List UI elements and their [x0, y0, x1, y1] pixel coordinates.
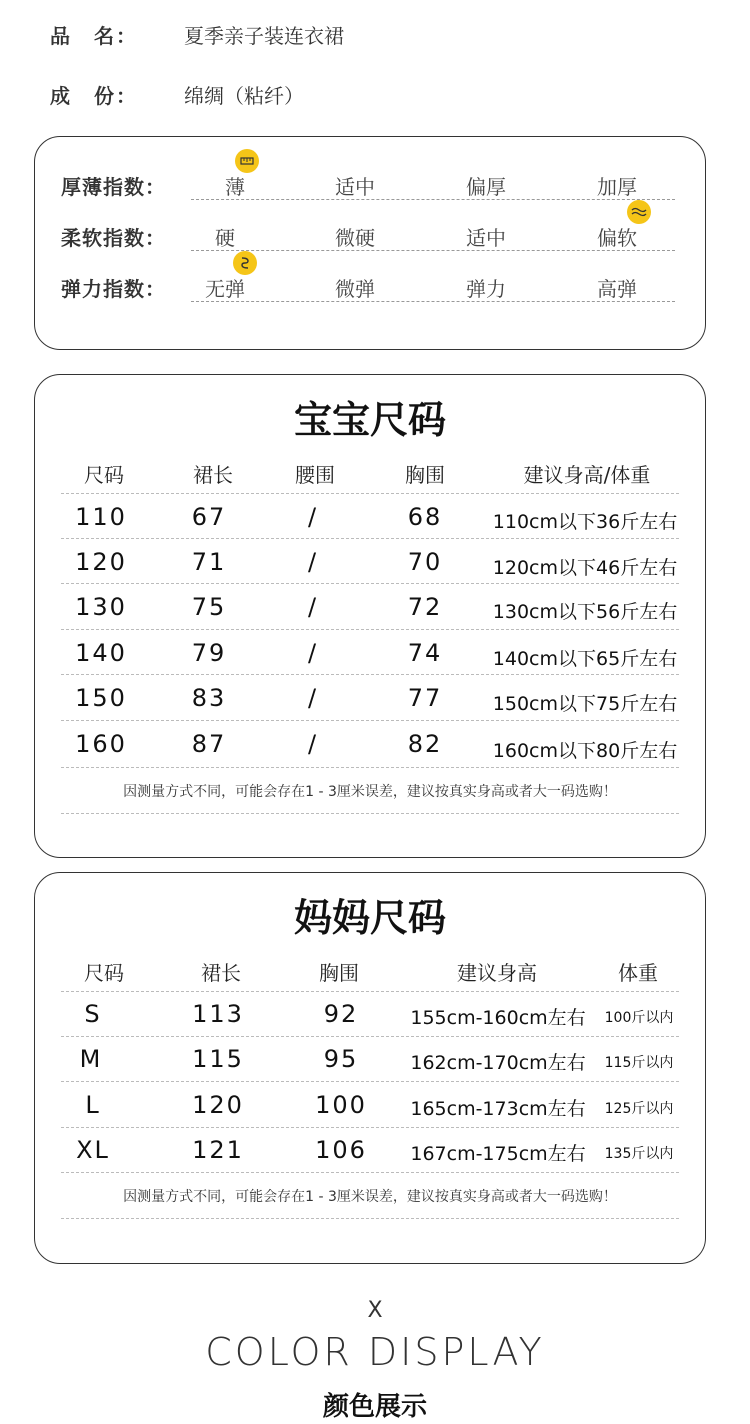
table-header: 建议身高/体重 — [523, 463, 651, 487]
elasticity-option: 弹力 — [466, 277, 506, 301]
table-cell: L — [85, 1091, 101, 1119]
divider — [61, 991, 679, 992]
softness-option: 微硬 — [335, 226, 375, 250]
table-cell: 140 — [75, 639, 127, 667]
table-header: 胸围 — [405, 463, 445, 487]
table-cell: 71 — [191, 548, 227, 576]
table-cell: 167cm-175cm左右 — [410, 1143, 586, 1165]
table-cell: 72 — [407, 593, 443, 621]
table-cell: 95 — [323, 1045, 359, 1073]
softness-option: 硬 — [215, 226, 235, 250]
table-header: 腰围 — [295, 463, 335, 487]
table-cell: 115 — [192, 1045, 244, 1073]
table-cell: 83 — [191, 684, 227, 712]
table-cell: 92 — [323, 1000, 359, 1028]
table-header: 体重 — [618, 961, 658, 985]
spring-icon — [233, 251, 257, 275]
fabric-index-card — [34, 136, 706, 350]
table-cell: 110cm以下36斤左右 — [492, 511, 678, 533]
table-cell: 162cm-170cm左右 — [410, 1052, 586, 1074]
table-cell: 75 — [191, 593, 227, 621]
divider — [61, 767, 679, 768]
material-value: 绵绸（粘纤） — [184, 84, 304, 108]
table-cell: 106 — [315, 1136, 367, 1164]
product-name-value: 夏季亲子装连衣裙 — [184, 24, 344, 48]
table-cell: 120cm以下46斤左右 — [492, 557, 678, 579]
thickness-index-label: 厚薄指数： — [61, 175, 166, 199]
wave-icon — [627, 200, 651, 224]
table-cell: 87 — [191, 730, 227, 758]
table-cell: / — [307, 730, 319, 758]
thickness-option: 加厚 — [597, 175, 637, 199]
table-cell: 160 — [75, 730, 127, 758]
baby-size-title: 宝宝尺码 — [293, 398, 446, 442]
mom-size-title: 妈妈尺码 — [293, 896, 446, 940]
table-cell: / — [307, 639, 319, 667]
color-display-title: COLOR DISPLAY — [205, 1330, 545, 1374]
table-cell: / — [307, 503, 319, 531]
table-cell: 120 — [75, 548, 127, 576]
table-cell: 68 — [407, 503, 443, 531]
table-cell: 130 — [75, 593, 127, 621]
measurement-note: 因测量方式不同，可能会存在1 - 3厘米误差，建议按真实身高或者大一码选购！ — [123, 1189, 617, 1205]
color-display-subtitle: 颜色展示 — [322, 1392, 427, 1422]
softness-option: 偏软 — [597, 226, 637, 250]
divider — [61, 1081, 679, 1082]
elasticity-option: 无弹 — [205, 277, 245, 301]
softness-index-label: 柔软指数： — [61, 226, 166, 250]
table-cell: 70 — [407, 548, 443, 576]
divider — [61, 538, 679, 539]
divider — [191, 301, 675, 302]
thickness-option: 适中 — [335, 175, 375, 199]
divider — [191, 250, 675, 251]
ruler-icon — [235, 149, 259, 173]
divider — [61, 629, 679, 630]
thickness-option: 偏厚 — [466, 175, 506, 199]
table-cell: 120 — [192, 1091, 244, 1119]
table-cell: 150cm以下75斤左右 — [492, 693, 678, 715]
table-cell: 67 — [191, 503, 227, 531]
table-cell: 150 — [75, 684, 127, 712]
table-cell: / — [307, 684, 319, 712]
elasticity-option: 微弹 — [335, 277, 375, 301]
table-cell: 160cm以下80斤左右 — [492, 740, 678, 762]
table-cell: / — [307, 548, 319, 576]
table-cell: 140cm以下65斤左右 — [492, 648, 678, 670]
divider — [61, 1218, 679, 1219]
table-cell: XL — [76, 1136, 110, 1164]
x-mark: X — [367, 1298, 383, 1323]
table-cell: 82 — [407, 730, 443, 758]
table-header: 裙长 — [201, 961, 241, 985]
divider — [61, 583, 679, 584]
divider — [61, 1127, 679, 1128]
table-cell: 135斤以内 — [604, 1146, 674, 1162]
softness-option: 适中 — [466, 226, 506, 250]
product-name-label: 品 名： — [50, 24, 138, 48]
divider — [61, 1172, 679, 1173]
table-header: 建议身高 — [457, 961, 537, 985]
table-header: 尺码 — [84, 961, 124, 985]
table-cell: 74 — [407, 639, 443, 667]
measurement-note: 因测量方式不同，可能会存在1 - 3厘米误差，建议按真实身高或者大一码选购！ — [123, 784, 617, 800]
divider — [191, 199, 675, 200]
table-cell: 155cm-160cm左右 — [410, 1007, 586, 1029]
divider — [61, 674, 679, 675]
table-cell: 100 — [315, 1091, 367, 1119]
table-cell: S — [84, 1000, 102, 1028]
table-cell: 125斤以内 — [604, 1101, 674, 1117]
material-label: 成 份： — [50, 84, 138, 108]
divider — [61, 720, 679, 721]
table-cell: 77 — [407, 684, 443, 712]
thickness-option: 薄 — [225, 175, 245, 199]
table-cell: 130cm以下56斤左右 — [492, 601, 678, 623]
elasticity-index-label: 弹力指数： — [61, 277, 166, 301]
table-header: 胸围 — [319, 961, 359, 985]
divider — [61, 1036, 679, 1037]
table-cell: 115斤以内 — [604, 1055, 674, 1071]
table-cell: M — [79, 1045, 103, 1073]
table-cell: 110 — [75, 503, 127, 531]
baby-size-card — [34, 374, 706, 858]
table-header: 裙长 — [193, 463, 233, 487]
mom-size-card — [34, 872, 706, 1264]
divider — [61, 813, 679, 814]
table-cell: 100斤以内 — [604, 1010, 674, 1026]
table-cell: 165cm-173cm左右 — [410, 1098, 586, 1120]
table-header: 尺码 — [84, 463, 124, 487]
elasticity-option: 高弹 — [597, 277, 637, 301]
divider — [61, 493, 679, 494]
table-cell: 79 — [191, 639, 227, 667]
table-cell: 113 — [192, 1000, 244, 1028]
table-cell: 121 — [192, 1136, 244, 1164]
table-cell: / — [307, 593, 319, 621]
